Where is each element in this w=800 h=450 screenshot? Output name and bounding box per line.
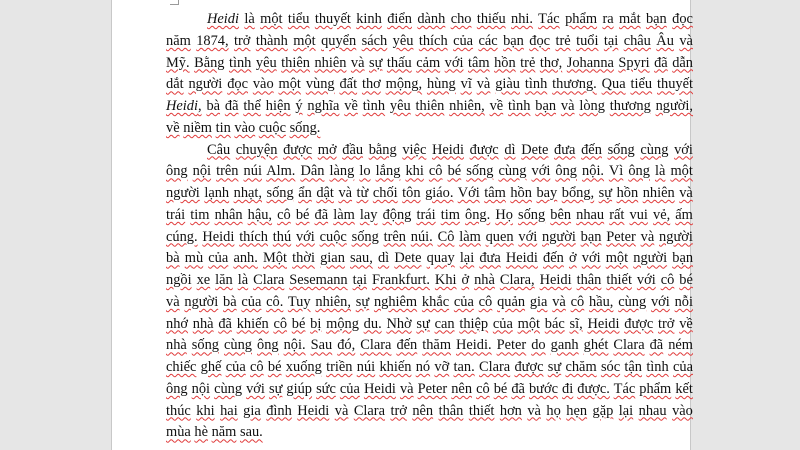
italic-title: Heidi [207,11,239,27]
text-line: bà mù của anh. Một thời gian sau, dì Dete quay lại đưa Heidi đến ở với một người bạn [166,250,694,267]
text-line: cúng. Heidi thích thú với cuộc sống trên núi. Cô làm quen với người bạn Peter và người [166,228,693,245]
text-line: ngồi xe lăn là Clara Sesemann tại Frankfurt. Khi ở nhà Clara, Heidi thân thiết với cô bé [166,272,693,288]
text-line: ông nội trên núi Alm. Dân làng lo lắng khi cô bé sống cùng với ông nội. Vì ông là một [166,163,693,180]
text-line: trái tim nhân hậu, cô bé đã làm lay động trái tim ông. Họ sống bên nhau rất vui vẻ, ấm [166,206,693,223]
text-line: ông nội cùng với sự giúp sức của Heidi và Peter nên cô bé đã bước đi được. Tác phẩm kết [166,380,693,397]
text-line: Câu chuyện được mở đầu bằng việc Heidi được dì Dete đưa đến sống cùng với [207,141,693,158]
text-line: nhà sống cùng ông nội. Sau đó, Clara đến thăm Heidi. Peter do ganh ghét Clara đã ném [166,337,693,354]
text-boundary-corner-mark [170,0,179,5]
text-line: Heidi, bà đã thể hiện ý nghĩa về tình yêu thiên nhiên, về tình bạn và lòng thương người, [166,98,694,114]
paragraph [166,9,693,140]
text-line: năm 1874, trở thành một quyển sách yêu thích của các bạn đọc trẻ tuổi tại châu Âu và [166,32,693,49]
paragraph [166,140,693,445]
text-line: người lạnh nhạt, sống ẩn dật và từ chối tôn giáo. Với tâm hồn bay bổng, sự hồn nhiên và [166,185,693,201]
text-line: Heidi là một tiểu thuyết kinh điển dành cho thiếu nhi. Tác phẩm ra mắt bạn đọc [207,11,693,27]
text-line: về niềm tin vào cuộc sống. [166,119,321,136]
text-line: thúc khi hai gia đình Heidi và Clara trở nên thân thiết hơn và họ hẹn gặp lại nhau vào [166,402,693,419]
text-line: mùa hè năm sau. [166,424,263,441]
text-line: dắt người đọc vào một vùng đất thơ mộng, hùng vĩ và giàu tình thương. Qua tiểu thuyết [166,76,693,93]
text-line: Mỹ. Bằng tình yêu thiên nhiên và sự thấu cảm với tâm hồn trẻ thơ, Johanna Spyri đã dẫn [166,54,693,71]
text-line: chiếc ghế của cô bé xuống triền núi khiến nó vỡ tan. Clara được sự chăm sóc tận tình của [166,359,693,375]
italic-title: Heidi [166,98,198,114]
text-line: nhớ nhà đã khiến cô bé bị mộng du. Nhờ sự can thiệp của một bác sĩ, Heidi được trở về [166,315,693,332]
document-body[interactable] [166,9,693,444]
text-line: và người bà của cô. Tuy nhiên, sự nghiêm khắc của cô quản gia và cô hầu, cùng với nỗi [166,293,693,310]
